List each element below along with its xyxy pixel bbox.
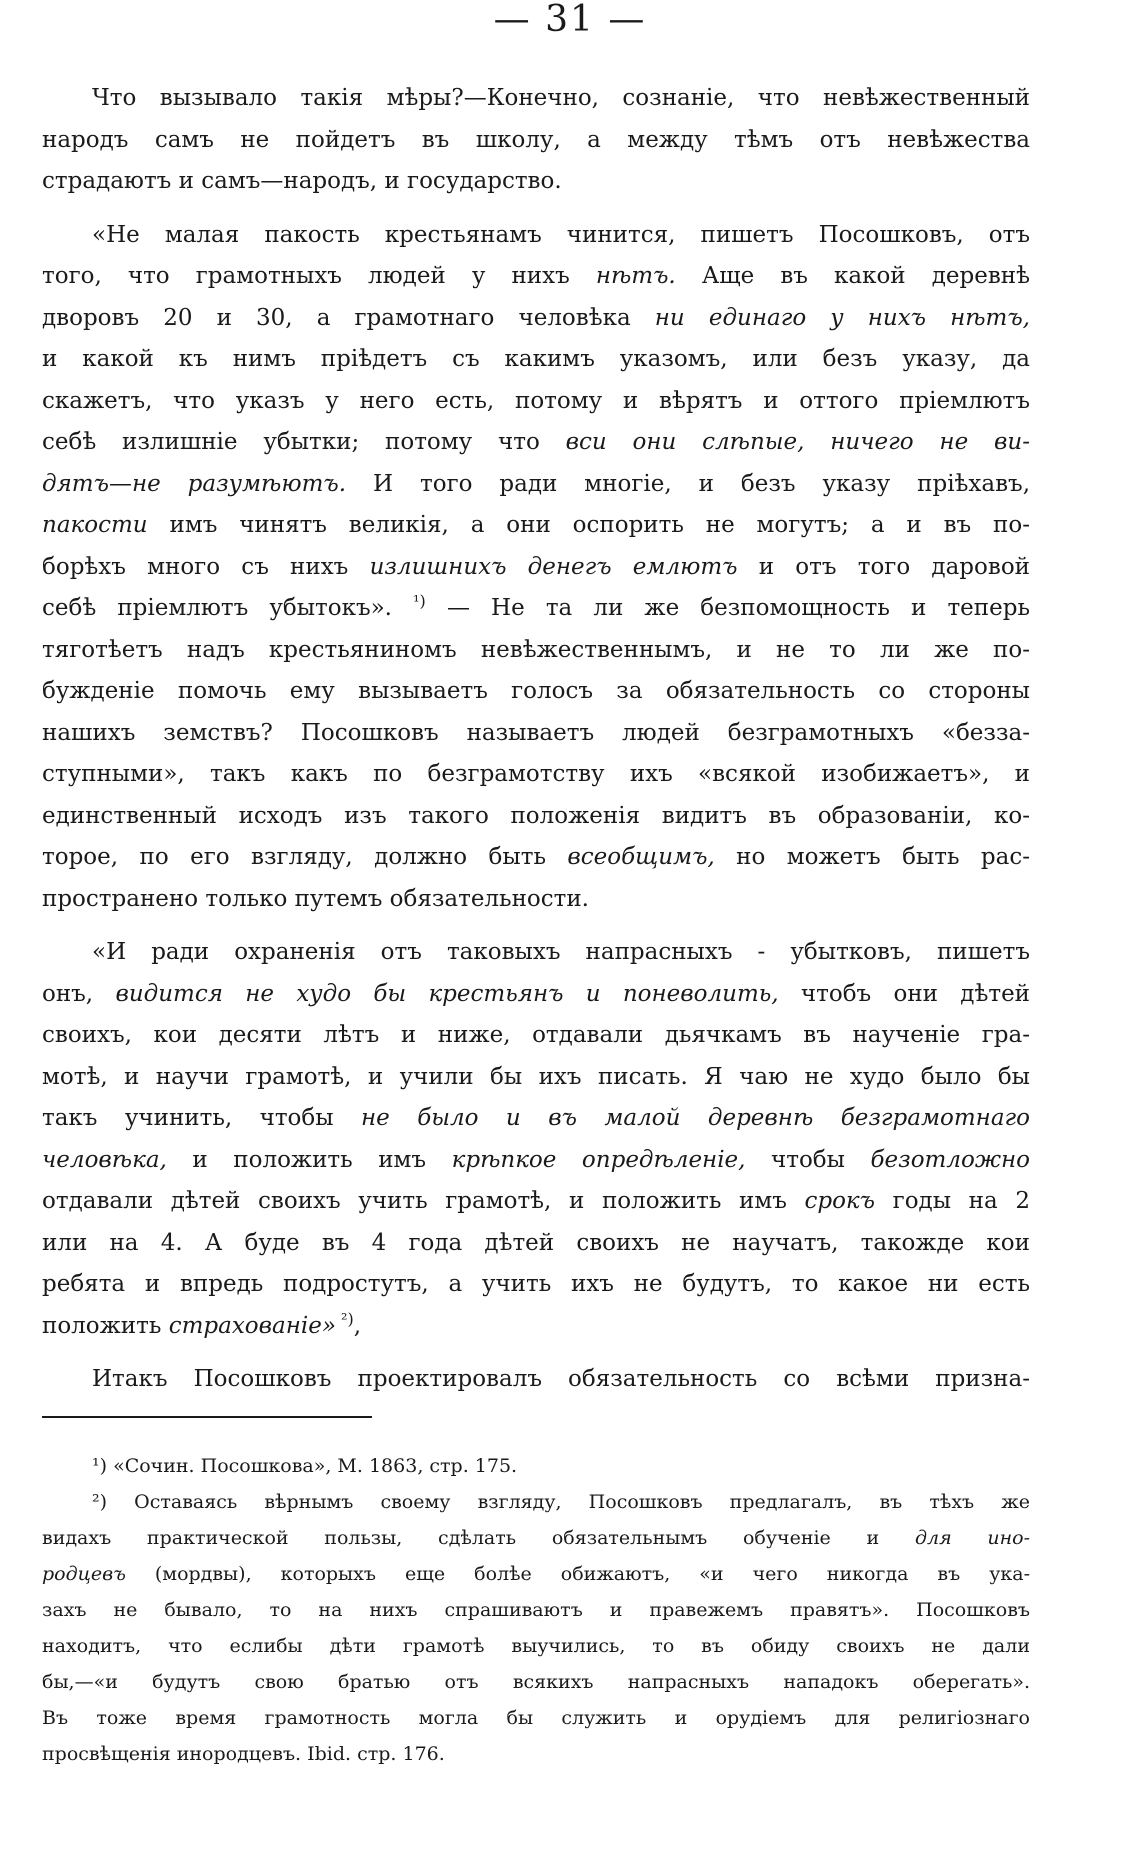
text-line: пакости имъ чинятъ великія, а они оспорить не могутъ; а и въ по- [42,512,1030,538]
text-line: Что вызывало такія мѣры?—Конечно, сознаніе, что невѣжественный [92,85,1030,111]
text-line: бужденіе помочь ему вызываетъ голосъ за обязательность со стороны [42,678,1030,704]
footnote-line: бы,—«и будутъ свою братью отъ всякихъ напрасныхъ нападокъ оберегать». [42,1671,1030,1693]
text-line: такъ учинить, чтобы не было и въ малой деревнѣ безграмотнаго [42,1105,1031,1131]
footnote-line: находитъ, что еслибы дѣти грамотѣ выучились, то въ обиду своихъ не дали [42,1635,1030,1657]
text-line: тяготѣетъ надъ крестьяниномъ невѣжественнымъ, и не то ли же по- [42,636,1030,663]
text-line: того, что грамотныхъ людей у нихъ нѣтъ. Аще въ какой деревнѣ [42,263,1030,289]
text-line: дятъ—не разумѣютъ. И того ради многіе, и безъ указу пріѣхавъ, [42,470,1030,497]
text-line: ребята и впредь подростутъ, а учить ихъ не будутъ, то какое ни есть [42,1271,1030,1297]
footnote-line: Въ тоже время грамотность могла бы служить и орудіемъ для религіознаго [42,1707,1030,1729]
footnote-ref-2: ²) [335,1308,354,1328]
text-line: ступными», такъ какъ по безграмотству ихъ «всякой изобижаетъ», и [42,761,1030,787]
text-line: пространено только путемъ обязательности. [42,885,589,912]
text-line: скажетъ, что указъ у него есть, потому и вѣрятъ и оттого пріемлютъ [42,387,1030,414]
text-line: народъ самъ не пойдетъ въ школу, а между тѣмъ отъ невѣжества [42,126,1030,153]
text-line: положить страхованіе» $^{^2)}$, [42,1308,362,1339]
footnote-divider [42,1416,372,1418]
footnote-line: просвѣщенія инородцевъ. Ibid. стр. 176. [42,1743,445,1765]
text-line: себѣ излишніе убытки; потому что вси они слѣпые, ничего не ви- [42,429,1030,455]
text-line: своихъ, кои десяти лѣтъ и ниже, отдавали дьячкамъ въ наученіе гра- [42,1022,1030,1048]
text-line: дворовъ 20 и 30, а грамотнаго человѣка ни единаго у нихъ нѣтъ, [42,304,1030,331]
text-line: или на 4. А буде въ 4 года дѣтей своихъ не научатъ, такожде кои [42,1229,1030,1256]
text-line: отдавали дѣтей своихъ учить грамотѣ, и положить имъ срокъ годы на 2 [42,1188,1030,1214]
page-number: — 31 — [493,0,647,40]
footnote-line: видахъ практической пользы, сдѣлать обязательнымъ обученіе и для ино- [42,1527,1031,1549]
text-line: единственный исходъ изъ такого положенія видитъ въ образованіи, ко- [42,802,1030,829]
text-line: человѣка, и положить имъ крѣпкое опредѣленіе, чтобы безотложно [42,1146,1030,1173]
text-line: борѣхъ много съ нихъ излишнихъ денегъ емлютъ и отъ того даровой [42,553,1031,580]
text-line: «Не малая пакость крестьянамъ чинится, пишетъ Посошковъ, отъ [92,221,1030,248]
footnote-line: родцевъ (мордвы), которыхъ еще болѣе обижаютъ, «и чего никогда въ ука- [42,1563,1030,1585]
text-line: «И ради охраненія отъ таковыхъ напрасныхъ - убытковъ, пишетъ [92,939,1030,965]
text-line: Итакъ Посошковъ проектировалъ обязательность со всѣми призна- [92,1366,1030,1392]
text-line: страдаютъ и самъ—народъ, и государство. [42,168,562,194]
text-line: онъ, видится не худо бы крестьянъ и поневолить, чтобъ они дѣтей [42,980,1031,1007]
footnote-ref-1: ¹) [413,591,426,611]
footnote-2: ²) Оставаясь вѣрнымъ своему взгляду, Посошковъ предлагалъ, въ тѣхъ же [92,1491,1030,1513]
text-line: нашихъ земствъ? Посошковъ называетъ людей безграмотныхъ «безза- [42,719,1030,746]
footnote-line: захъ не бывало, то на нихъ спрашиваютъ и правежемъ правятъ». Посошковъ [42,1599,1030,1621]
footnotes [42,1448,1030,1772]
main-text [42,78,1030,1401]
text-line: торое, по его взгляду, должно быть всеобщимъ, но можетъ быть рас- [42,844,1030,870]
footnote-1: ¹) «Сочин. Посошкова», М. 1863, стр. 175. [92,1455,518,1477]
text-line: себѣ пріемлютъ убытокъ». $^{^1)}$ — Не та ли же безпомощность и теперь [42,591,1030,621]
text-line: и какой къ нимъ пріѣдетъ съ какимъ указомъ, или безъ указу, да [42,346,1030,372]
text-line: мотѣ, и научи грамотѣ, и учили бы ихъ писать. Я чаю не худо было бы [42,1063,1030,1090]
